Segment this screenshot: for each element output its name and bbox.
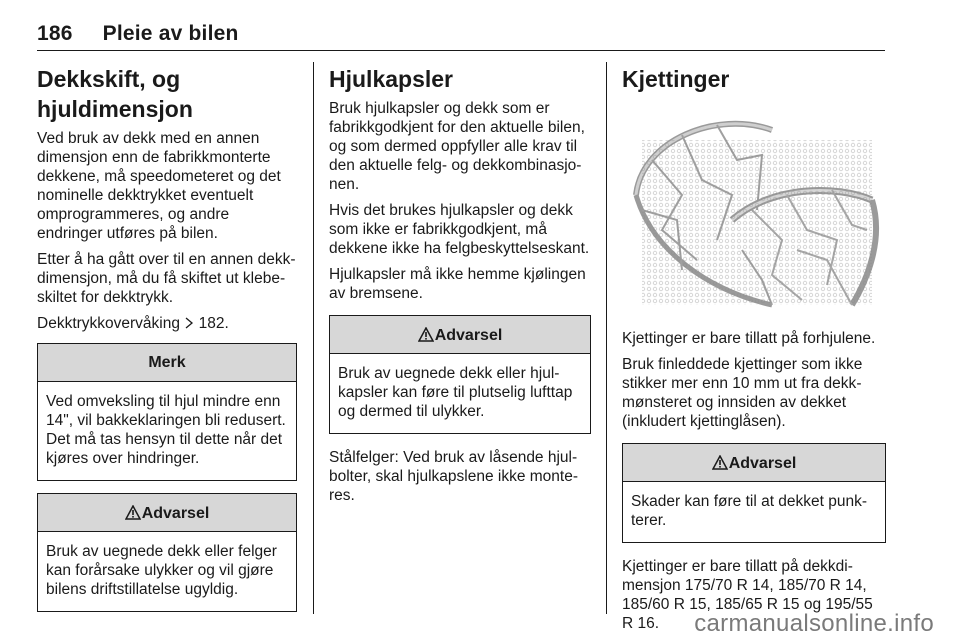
page-header bbox=[37, 22, 239, 46]
warning-header bbox=[38, 494, 296, 532]
warning-title: Advarsel bbox=[141, 505, 210, 522]
warning-box bbox=[329, 315, 591, 434]
paragraph: Ved bruk av dekk med en annen dimensjon enn de fabrikkmonterte dekkene, må speedometeret og det nominelle dekktrykket eventuelt omprogrammeres, og andre endringer utføres på bilen. bbox=[37, 130, 281, 242]
reference-link[interactable]: 182. bbox=[198, 315, 229, 332]
paragraph: Bruk finleddede kjettinger som ikke stikker mer enn 10 mm ut fra dekkmønsteret og innsiden av dekket (inkludert kjettinglåsen). bbox=[622, 356, 863, 430]
column-divider-1 bbox=[313, 62, 314, 614]
paragraph: Hvis det brukes hjulkapsler og dekk som ikke er fabrikkgodkjent, må dekkene ikke ha felgbeskyttelseskant. bbox=[329, 202, 590, 257]
column-divider-2 bbox=[606, 62, 607, 614]
arrow-ref-icon bbox=[184, 315, 198, 332]
header-rule bbox=[37, 50, 885, 51]
note-body: Ved omveksling til hjul mindre enn 14", vil bakkeklaringen bli redusert. Det må tas hensyn til dette når det kjøres over hindringer. bbox=[46, 393, 286, 467]
warning-body: Skader kan føre til at dekket punkterer. bbox=[631, 493, 868, 529]
warning-box bbox=[622, 443, 886, 543]
paragraph-reference bbox=[37, 314, 297, 333]
warning-box bbox=[37, 493, 297, 612]
warning-body: Bruk av uegnede dekk eller felger kan forårsake ulykker og vil gjøre bilens driftstillatelse ugyldig. bbox=[46, 543, 277, 598]
warning-triangle-icon bbox=[125, 494, 141, 531]
heading-hubcaps: Hjulkapsler bbox=[329, 66, 453, 92]
warning-title: Advarsel bbox=[434, 327, 503, 344]
warning-triangle-icon bbox=[712, 444, 728, 481]
snow-chains-illustration bbox=[622, 100, 886, 315]
paragraph: Stålfelger: Ved bruk av låsende hjulbolter, skal hjulkapslene ikke monteres. bbox=[329, 449, 579, 504]
heading-tire-change: Dekkskift, og hjuldimensjon bbox=[37, 66, 193, 122]
reference-text: Dekktrykkovervåking bbox=[37, 315, 180, 332]
section-title: Pleie av bilen bbox=[102, 22, 239, 45]
paragraph: Etter å ha gått over til en annen dekkdimensjon, må du få skiftet ut klebeskiltet for dekktrykk. bbox=[37, 251, 296, 306]
paragraph: Bruk hjulkapsler og dekk som er fabrikkgodkjent for den aktuelle bilen, og som dermed oppfyller alle krav til den aktuelle felg- og dekkombinasjonen. bbox=[329, 100, 585, 193]
paragraph: Kjettinger er bare tillatt på dekkdimensjon 175/70 R 14, 185/70 R 14, 185/60 R 15, 185/65 R 15 og 195/55 R 16. bbox=[622, 558, 873, 632]
note-title: Merk bbox=[38, 344, 296, 382]
heading-snow-chains: Kjettinger bbox=[622, 66, 730, 92]
warning-body: Bruk av uegnede dekk eller hjulkapsler kan føre til plutselig lufttap og dermed til ulykker. bbox=[338, 365, 573, 420]
paragraph: Hjulkapsler må ikke hemme kjølingen av bremsene. bbox=[329, 266, 586, 302]
warning-triangle-icon bbox=[418, 316, 434, 353]
warning-header bbox=[330, 316, 590, 354]
column-snow-chains bbox=[622, 64, 886, 640]
watermark: carmanualsonline.info bbox=[694, 610, 934, 637]
warning-title: Advarsel bbox=[728, 455, 797, 472]
paragraph: Kjettinger er bare tillatt på forhjulene. bbox=[622, 330, 876, 347]
page-number: 186 bbox=[37, 22, 73, 45]
note-box bbox=[37, 343, 297, 481]
warning-header bbox=[623, 444, 885, 482]
column-tire-change bbox=[37, 64, 297, 624]
column-hubcaps bbox=[329, 64, 591, 512]
